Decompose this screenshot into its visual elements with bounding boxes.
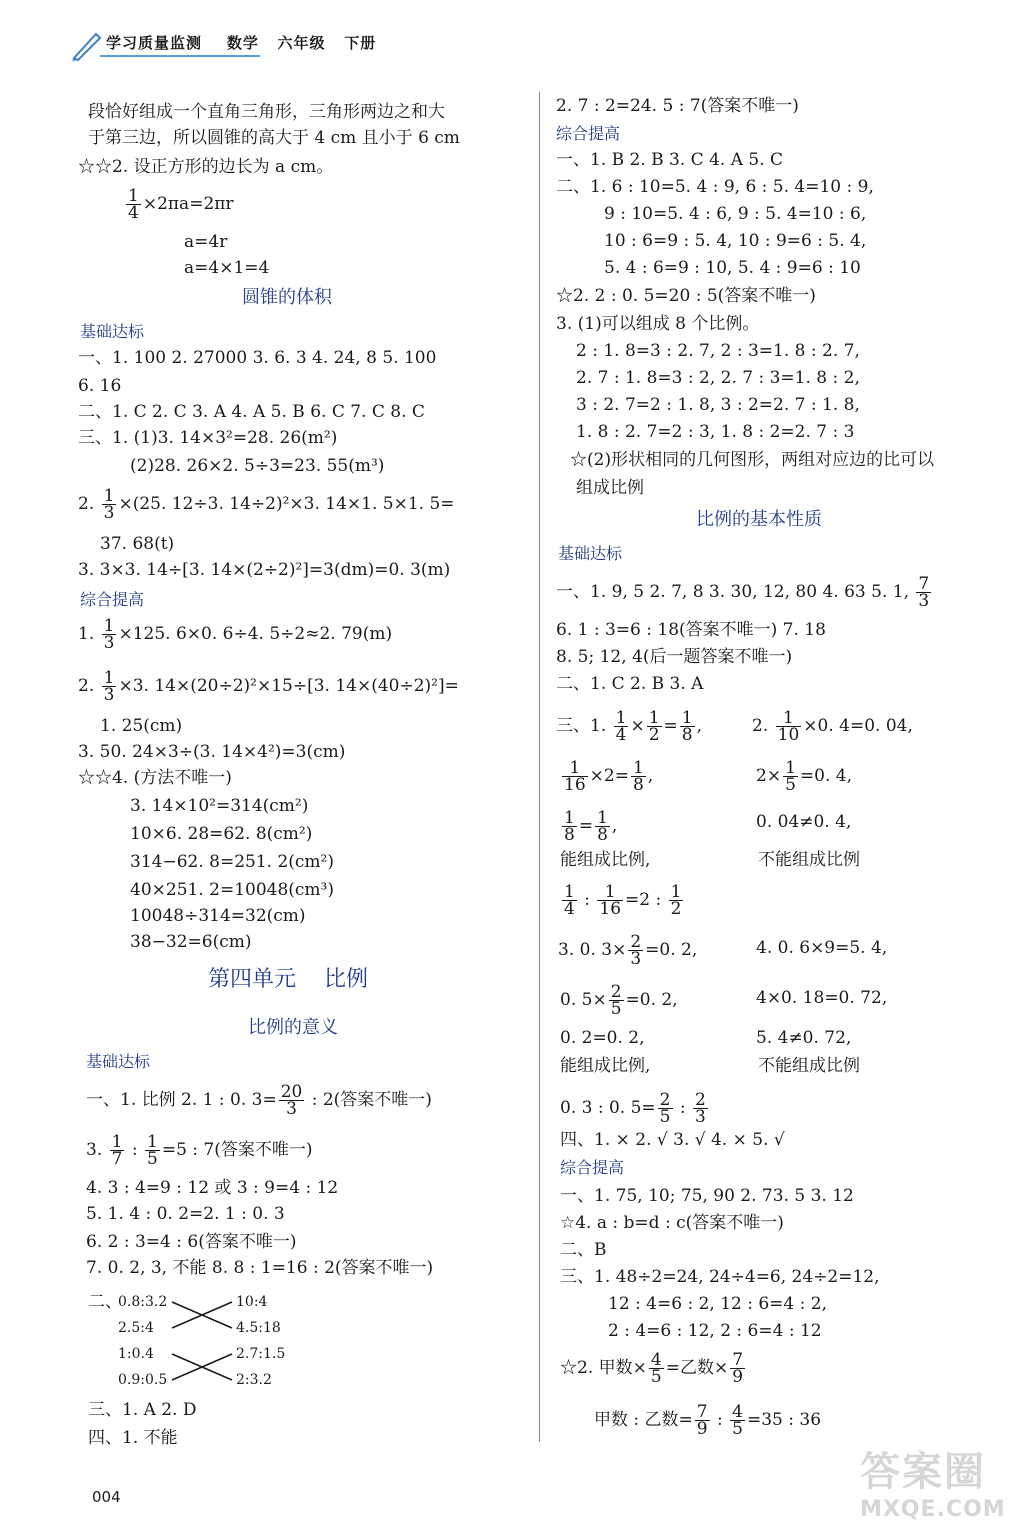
answer-line: $\frac{1}{4}$ ×2πa=2πr [128, 186, 234, 223]
answer-line: $\frac{1}{8}$ = $\frac{1}{8}$ , [564, 808, 618, 845]
answer-line: 二、B [560, 1240, 607, 1260]
answer-line: 2× $\frac{1}{5}$ =0. 4, [756, 758, 852, 795]
answer-line: 三、1. 48÷2=24, 24÷4=6, 24÷2=12, [560, 1267, 880, 1287]
answer-line: 0. 2=0. 2, [560, 1028, 645, 1048]
answer-line: 二、1. C 2. B 3. A [556, 674, 704, 694]
fraction: $\frac{1}{2}$ [648, 708, 660, 745]
answer-line: 0. 3 : 0. 5= $\frac{2}{5}$ : $\frac{2}{3}$ [560, 1090, 706, 1127]
fraction: $\frac{1}{3}$ [103, 486, 115, 523]
fraction: $\frac{4}{5}$ [732, 1402, 743, 1439]
fraction: $\frac{1}{10}$ [777, 708, 800, 745]
subsection-label: 基础达标 [86, 1052, 151, 1071]
match-right-item: 2.7:1.5 [236, 1346, 286, 1362]
answer-line: 3. 50. 24×3÷(3. 14×4²)=3(cm) [78, 742, 346, 762]
answer-line: 2. 7 : 2=24. 5 : 7(答案不唯一) [556, 96, 799, 116]
answer-line: 一、1. 9, 5 2. 7, 8 3. 30, 12, 80 4. 63 5. 1, $\frac{7}{3}$ [556, 574, 930, 611]
fraction: $\frac{7}{9}$ [732, 1350, 744, 1387]
answer-line: 甲数 : 乙数= $\frac{7}{9}$ : $\frac{4}{5}$ =35 : 36 [594, 1402, 822, 1439]
fraction: $\frac{1}{5}$ [147, 1132, 158, 1169]
answer-line: 能组成比例, [560, 1056, 651, 1076]
answer-line: 3 : 2. 7=2 : 1. 8, 3 : 2=2. 7 : 1. 8, [576, 395, 860, 415]
answer-line: $\frac{1}{16}$ ×2= $\frac{1}{8}$ , [564, 758, 654, 795]
fraction: $\frac{1}{3}$ [103, 616, 115, 653]
answer-line: 7. 0. 2, 3, 不能 8. 8 : 1=16 : 2(答案不唯一) [86, 1258, 434, 1278]
fraction: $\frac{1}{4}$ [615, 708, 627, 745]
matching-lines [86, 1290, 246, 1400]
fraction: $\frac{1}{8}$ [597, 808, 608, 845]
answer-line: a=4r [184, 232, 228, 252]
fraction: $\frac{1}{5}$ [785, 758, 796, 795]
subsection-label: 基础达标 [80, 322, 145, 341]
fraction: $\frac{4}{5}$ [650, 1350, 662, 1387]
answer-line: 不能组成比例 [758, 850, 860, 870]
answer-line: 二、1. 6 : 10=5. 4 : 9, 6 : 5. 4=10 : 9, [556, 177, 874, 197]
answer-line: 314−62. 8=251. 2(cm²) [130, 852, 334, 872]
answer-line: 6. 2 : 3=4 : 6(答案不唯一) [86, 1232, 297, 1252]
subsection-label: 综合提高 [80, 590, 145, 609]
answer-line: 4×0. 18=0. 72, [756, 988, 888, 1008]
column-divider [539, 92, 540, 1442]
fraction: $\frac{1}{8}$ [681, 708, 693, 745]
watermark-logo: 答案圈 MXQE.COM [860, 1449, 1006, 1522]
fraction: $\frac{1}{4}$ [128, 186, 139, 223]
answer-line: $\frac{1}{4}$ : $\frac{1}{16}$ =2 : $\frac{1}{2}$ [564, 882, 682, 919]
answer-line: 12 : 4=6 : 2, 12 : 6=4 : 2, [608, 1294, 827, 1314]
subsection-label: 基础达标 [558, 544, 623, 563]
answer-line: ☆2. 甲数× $\frac{4}{5}$ =乙数× $\frac{7}{9}$ [560, 1350, 744, 1387]
answer-line: ☆☆2. 设正方形的边长为 a cm。 [78, 157, 334, 177]
answer-line: 8. 5; 12, 4(后一题答案不唯一) [556, 647, 793, 667]
fraction: $\frac{1}{2}$ [670, 882, 682, 919]
subsection-label: 综合提高 [560, 1158, 625, 1177]
answer-line: 37. 68(t) [100, 534, 175, 554]
answer-line: 3. 14×10²=314(cm²) [130, 796, 309, 816]
answer-line: (2)28. 26×2. 5÷3=23. 55(m³) [130, 456, 385, 476]
answer-line: ☆4. a : b=d : c(答案不唯一) [560, 1213, 784, 1233]
answer-line: 38−32=6(cm) [130, 932, 252, 952]
answer-line: 四、1. × 2. √ 3. √ 4. × 5. √ [560, 1130, 785, 1150]
answer-line: 三、1. (1)3. 14×3²=28. 26(m²) [78, 428, 338, 448]
header-underline [100, 55, 260, 57]
answer-line: 0. 04≠0. 4, [756, 812, 852, 832]
answer-line: 3. 0. 3× $\frac{2}{3}$ =0. 2, [558, 932, 698, 969]
answer-line: 一、1. 比例 2. 1 : 0. 3= $\frac{20}{3}$ : 2(答案不唯一) [86, 1082, 432, 1119]
answer-line: 2 : 1. 8=3 : 2. 7, 2 : 3=1. 8 : 2. 7, [576, 341, 860, 361]
fraction: $\frac{2}{5}$ [610, 982, 622, 1019]
fraction: $\frac{7}{9}$ [696, 1402, 708, 1439]
answer-line: 3. 3×3. 14÷[3. 14×(2÷2)²]=3(dm)=0. 3(m) [78, 560, 451, 580]
answer-line: 一、1. 75, 10; 75, 90 2. 73. 5 3. 12 [560, 1186, 854, 1206]
answer-line: 10048÷314=32(cm) [130, 906, 306, 926]
match-left-item: 0.9:0.5 [118, 1372, 168, 1388]
answer-line: 3. $\frac{1}{7}$ : $\frac{1}{5}$ =5 : 7(答案不唯一) [86, 1132, 313, 1169]
answer-line: 9 : 10=5. 4 : 6, 9 : 5. 4=10 : 6, [604, 204, 867, 224]
answer-line: 6. 16 [78, 376, 122, 396]
pen-icon [70, 28, 104, 62]
answer-line: 10×6. 28=62. 8(cm²) [130, 824, 313, 844]
match-lead: 二、 [88, 1292, 122, 1312]
answer-line: 1. 8 : 2. 7=2 : 3, 1. 8 : 2=2. 7 : 3 [576, 422, 855, 442]
answer-line: 能组成比例, [560, 850, 651, 870]
answer-line: 二、1. C 2. C 3. A 4. A 5. B 6. C 7. C 8. C [78, 402, 425, 422]
answer-line: 段恰好组成一个直角三角形，三角形两边之和大 [88, 102, 445, 122]
match-left-item: 2.5:4 [118, 1320, 154, 1336]
answer-line: 6. 1 : 3=6 : 18(答案不唯一) 7. 18 [556, 620, 826, 640]
match-left-item: 1:0.4 [118, 1346, 154, 1362]
header-title: 学习质量监测 数学 六年级 下册 [106, 34, 377, 52]
fraction: $\frac{1}{3}$ [103, 668, 115, 705]
answer-line: 于第三边，所以圆锥的高大于 4 cm 且小于 6 cm [88, 128, 460, 148]
answer-line: 1. $\frac{1}{3}$ ×125. 6×0. 6÷4. 5÷2≈2. 79(m) [78, 616, 393, 653]
answer-line: 组成比例 [576, 478, 644, 498]
page-header [70, 28, 970, 64]
subsection-label: 综合提高 [556, 124, 621, 143]
answer-line: 5. 4 : 6=9 : 10, 5. 4 : 9=6 : 10 [604, 258, 861, 278]
answer-line: 40×251. 2=10048(cm³) [130, 880, 334, 900]
answer-line: 2. $\frac{1}{10}$ ×0. 4=0. 04, [752, 708, 913, 745]
answer-line: 一、1. B 2. B 3. C 4. A 5. C [556, 150, 784, 170]
answer-line: 2. $\frac{1}{3}$ ×3. 14×(20÷2)²×15÷[3. 14×(40÷2)²]= [78, 668, 459, 705]
section-heading: 圆锥的体积 [242, 287, 332, 308]
page-number: 004 [92, 1488, 121, 1506]
fraction: $\frac{2}{3}$ [630, 932, 642, 969]
answer-line: 5. 4≠0. 72, [756, 1028, 852, 1048]
fraction: $\frac{20}{3}$ [280, 1082, 303, 1119]
answer-line: 10 : 6=9 : 5. 4, 10 : 9=6 : 5. 4, [604, 231, 867, 251]
answer-line: 三、1. $\frac{1}{4}$ × $\frac{1}{2}$ = $\frac{1}{8}$ , [556, 708, 703, 745]
answer-line: 2. 7 : 1. 8=3 : 2, 2. 7 : 3=1. 8 : 2, [576, 368, 860, 388]
answer-line: 不能组成比例 [758, 1056, 860, 1076]
answer-line: 一、1. 100 2. 27000 3. 6. 3 4. 24, 8 5. 100 [78, 348, 437, 368]
answer-line: a=4×1=4 [184, 258, 270, 278]
fraction: $\frac{2}{3}$ [695, 1090, 706, 1127]
answer-line: ☆2. 2 : 0. 5=20 : 5(答案不唯一) [556, 286, 816, 306]
answer-line: 2. $\frac{1}{3}$ ×(25. 12÷3. 14÷2)²×3. 14×1. 5×1. 5= [78, 486, 455, 523]
answer-line: 四、1. 不能 [88, 1428, 178, 1448]
answer-line: ☆(2)形状相同的几何图形，两组对应边的比可以 [570, 450, 935, 470]
answer-line: 1. 25(cm) [100, 716, 183, 736]
fraction: $\frac{1}{16}$ [564, 758, 586, 795]
answer-line: 0. 5× $\frac{2}{5}$ =0. 2, [560, 982, 678, 1019]
section-heading: 比例的基本性质 [696, 509, 822, 530]
match-right-item: 4.5:18 [236, 1320, 281, 1336]
answer-line: 3. (1)可以组成 8 个比例。 [556, 314, 760, 334]
answer-line: 2 : 4=6 : 12, 2 : 6=4 : 12 [608, 1321, 822, 1341]
answer-line: 5. 1. 4 : 0. 2=2. 1 : 0. 3 [86, 1204, 285, 1224]
answer-line: ☆☆4. (方法不唯一) [78, 768, 232, 788]
fraction: $\frac{1}{7}$ [111, 1132, 123, 1169]
unit-title: 第四单元 比例 [208, 967, 368, 992]
answer-line: 三、1. A 2. D [88, 1400, 197, 1420]
fraction: $\frac{7}{3}$ [918, 574, 930, 611]
fraction: $\frac{2}{5}$ [659, 1090, 671, 1127]
answer-line: 4. 3 : 4=9 : 12 或 3 : 9=4 : 12 [86, 1178, 339, 1198]
fraction: $\frac{1}{16}$ [599, 882, 622, 919]
fraction: $\frac{1}{8}$ [632, 758, 644, 795]
match-left-item: 0.8:3.2 [118, 1294, 168, 1310]
fraction: $\frac{1}{8}$ [564, 808, 575, 845]
section-heading: 比例的意义 [248, 1017, 338, 1038]
match-right-item: 2:3.2 [236, 1372, 272, 1388]
match-right-item: 10:4 [236, 1294, 268, 1310]
fraction: $\frac{1}{4}$ [564, 882, 575, 919]
answer-line: 4. 0. 6×9=5. 4, [756, 938, 888, 958]
